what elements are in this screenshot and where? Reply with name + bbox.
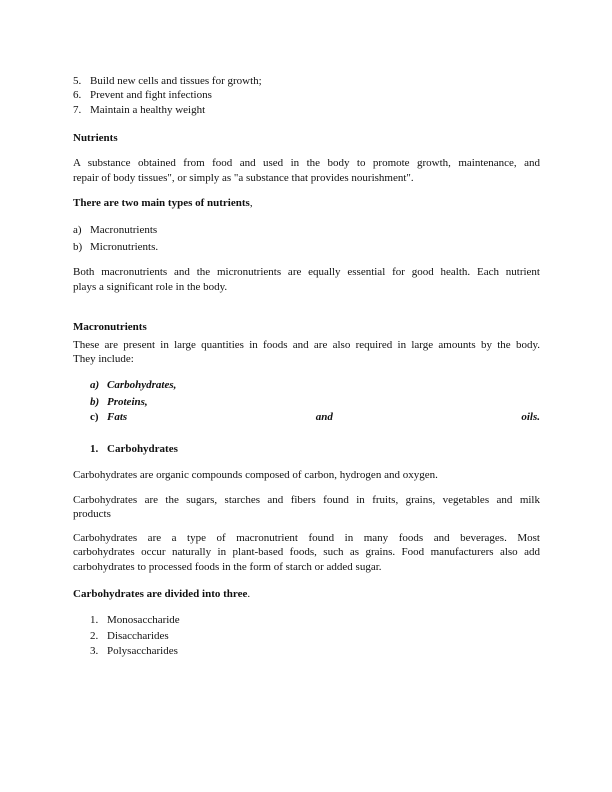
list-item: a) Macronutrients	[73, 224, 158, 236]
list-item: 2. Disaccharides	[90, 630, 169, 642]
list-item: 7. Maintain a healthy weight	[73, 104, 206, 116]
carb-line: carbohydrates to processed foods in the form of starch or added sugar.	[73, 561, 382, 573]
list-item: a) Carbohydrates,	[90, 379, 177, 391]
list-item: b) Micronutrients.	[73, 241, 159, 253]
carb-line: products	[73, 508, 111, 520]
macro-line: These are present in large quantities in foods and are also required in large amounts by the body.	[73, 339, 540, 351]
list-item: c) Fats and oils.	[90, 411, 540, 423]
summary-line: plays a significant role in the body.	[73, 281, 228, 293]
definition-line: repair of body tissues", or simply as "a substance that provides nourishment".	[73, 172, 414, 184]
carb-line: carbohydrates occur naturally in plant-based foods, such as grains. Food manufacturers also add	[73, 546, 540, 558]
list-item: 6. Prevent and fight infections	[73, 89, 212, 101]
carb-paragraph: Carbohydrates are organic compounds composed of carbon, hydrogen and oxygen.	[73, 469, 438, 481]
carbohydrates-heading: 1. Carbohydrates	[90, 443, 178, 455]
list-item: 5. Build new cells and tissues for growth;	[73, 75, 262, 87]
nutrients-heading: Nutrients	[73, 132, 118, 144]
macro-line: They include:	[73, 353, 134, 365]
list-item: 1. Monosaccharide	[90, 614, 180, 626]
carb-line: Carbohydrates are a type of macronutrient found in many foods and beverages. Most	[73, 532, 540, 544]
definition-line: A substance obtained from food and used in the body to promote growth, maintenance, and	[73, 157, 540, 169]
list-item: 3. Polysaccharides	[90, 645, 178, 657]
list-item: b) Proteins,	[90, 396, 148, 408]
macronutrients-heading: Macronutrients	[73, 321, 147, 333]
carb-line: Carbohydrates are the sugars, starches and fibers found in fruits, grains, vegetables and milk	[73, 494, 540, 506]
types-heading: There are two main types of nutrients,	[73, 197, 253, 209]
divided-heading: Carbohydrates are divided into three.	[73, 588, 251, 600]
summary-line: Both macronutrients and the micronutrients are equally essential for good health. Each nutrient	[73, 266, 540, 278]
